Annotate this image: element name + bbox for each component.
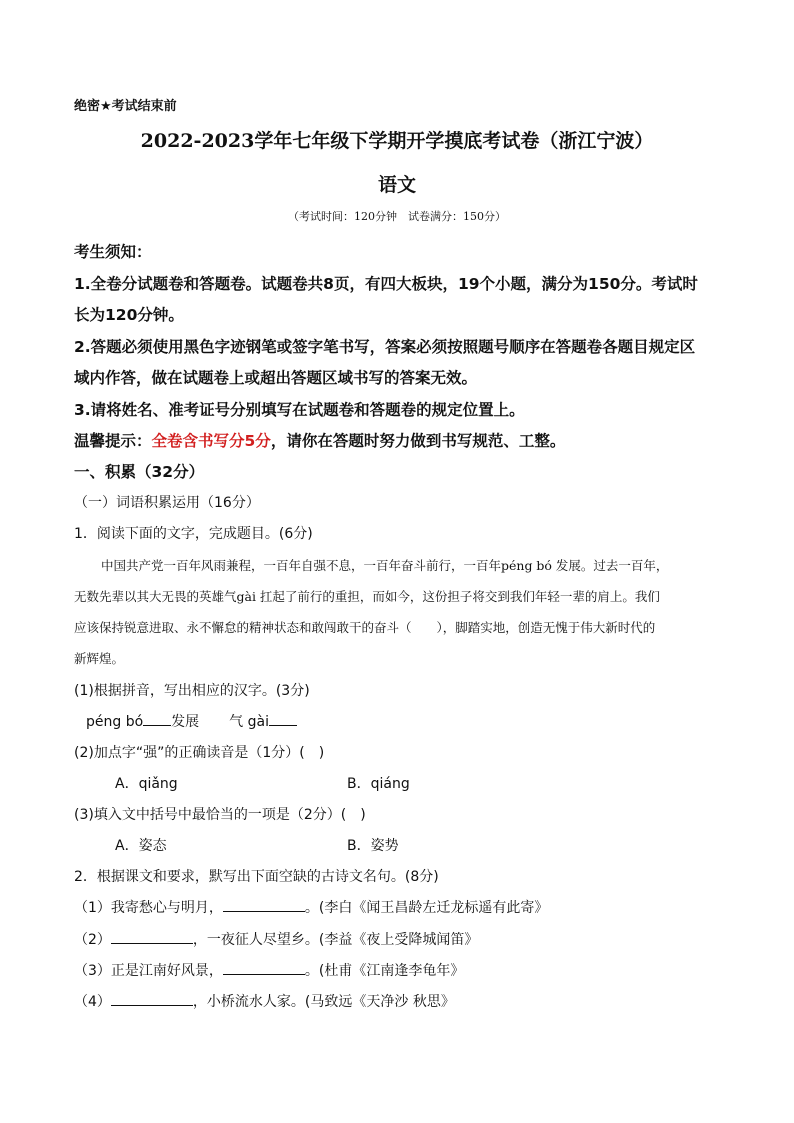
question-2-3 (74, 960, 464, 980)
answer-blank[interactable] (111, 929, 193, 944)
question-1-3: (3)填入文中括号中最恰当的一项是（2分）( ) (74, 807, 366, 823)
question-1-1: (1)根据拼音，写出相应的汉字。(3分) (74, 683, 310, 699)
tip-label: 温馨提示： (74, 432, 152, 450)
pinyin-gai: 气 gài (229, 714, 269, 730)
q2-1-prefix: （1）我寄愁心与明月， (74, 900, 223, 916)
passage-line-2: 无数先辈以其大无畏的英雄气gài 扛起了前行的重担，而如今，这份担子将交到我们年轻一辈的肩上。我们 (74, 589, 660, 604)
notice-item-1-cont: 长为120分钟。 (74, 306, 184, 324)
notice-item-2: 2.答题必须使用黑色字迹钢笔或签字笔书写，答案必须按照题号顺序在答题卷各题目规定区 (74, 338, 696, 356)
option-1-2-b[interactable]: B．qiáng (347, 776, 410, 792)
notice-item-3: 3.请将姓名、准考证号分别填写在试题卷和答题卷的规定位置上。 (74, 401, 525, 419)
q2-2-suffix: ，一夜征人尽望乡。(李益《夜上受降城闻笛》 (192, 932, 479, 948)
tip-line (74, 429, 565, 451)
question-2-4 (74, 991, 455, 1011)
notice-heading: 考生须知： (74, 243, 152, 261)
word-fazhan: 发展 (171, 714, 200, 730)
passage-line-4: 新辉煌。 (74, 651, 125, 666)
option-1-3-b[interactable]: B．姿势 (347, 838, 399, 854)
confidential-label: 绝密★考试结束前 (74, 99, 177, 114)
passage-line-1: 中国共产党一百年风雨兼程，一百年自强不息，一百年奋斗前行，一百年péng bó 发展。过去一百年， (101, 558, 669, 573)
q2-4-suffix: ，小桥流水人家。(马致远《天净沙 秋思》 (192, 994, 455, 1010)
option-1-2-a[interactable]: A．qiǎng (115, 776, 178, 792)
q2-2-prefix: （2） (74, 932, 111, 948)
exam-title: 2022-2023学年七年级下学期开学摸底考试卷（浙江宁波） (140, 130, 654, 152)
subject-title: 语文 (377, 174, 416, 196)
tip-rest: ，请你在答题时努力做到书写规范、工整。 (270, 432, 566, 450)
question-1-2: (2)加点字“强”的正确读音是（1分）( ) (74, 745, 325, 761)
question-2-2 (74, 929, 478, 949)
notice-item-1: 1.全卷分试题卷和答题卷。试题卷共8页，有四大板块，19个小题，满分为150分。考试时 (74, 275, 698, 293)
section-heading: 一、积累（32分） (74, 463, 205, 481)
q2-3-suffix: 。(杜甫《江南逢李龟年》 (304, 963, 465, 979)
question-1: 1．阅读下面的文字，完成题目。(6分) (74, 526, 313, 542)
answer-blank[interactable] (223, 960, 305, 975)
answer-blank[interactable] (223, 897, 305, 912)
passage-line-3: 应该保持锐意进取、永不懈怠的精神状态和敢闯敢干的奋斗（ ），脚踏实地，创造无愧于伟大新时代的 (74, 620, 656, 635)
exam-time-info: （考试时间：120分钟 试卷满分：150分） (288, 210, 506, 223)
question-2-1 (74, 897, 548, 917)
question-2: 2．根据课文和要求，默写出下面空缺的古诗文名句。(8分) (74, 869, 439, 885)
question-1-1-blanks (86, 711, 297, 731)
q2-3-prefix: （3）正是江南好风景， (74, 963, 223, 979)
pinyin-pengbo: péng bó (86, 714, 144, 730)
answer-blank[interactable] (111, 991, 193, 1006)
subsection-heading: （一）词语积累运用（16分） (74, 495, 260, 511)
q2-4-prefix: （4） (74, 994, 111, 1010)
q2-1-suffix: 。(李白《闻王昌龄左迁龙标遥有此寄》 (304, 900, 549, 916)
notice-item-2-cont: 域内作答，做在试题卷上或超出答题区域书写的答案无效。 (74, 369, 478, 387)
option-1-3-a[interactable]: A．姿态 (115, 838, 167, 854)
tip-highlight: 全卷含书写分5分 (151, 432, 271, 450)
answer-blank[interactable] (143, 711, 171, 726)
answer-blank[interactable] (269, 711, 297, 726)
